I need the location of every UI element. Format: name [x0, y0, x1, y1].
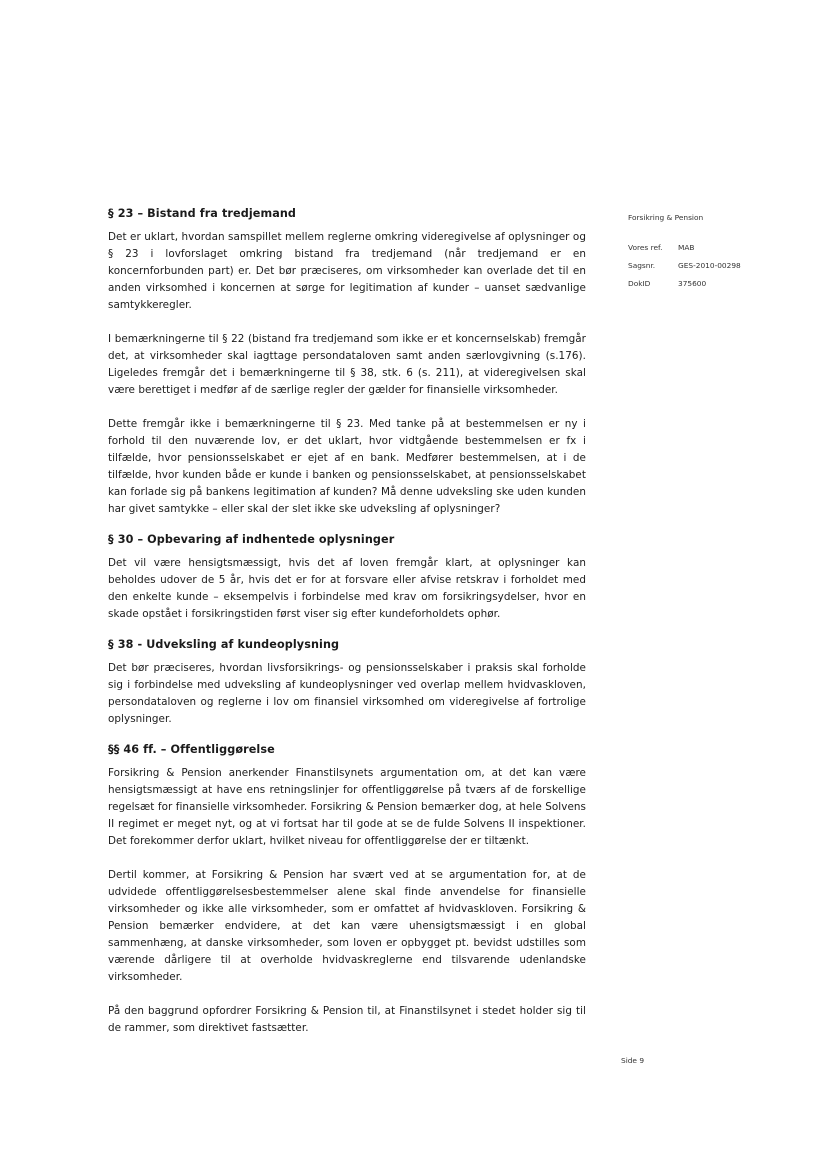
doc-id-row: [628, 278, 798, 290]
section-38-paragraph-1: Det bør præciseres, hvordan livsforsikrings- og pensionsselskaber i praksis skal forholde sig i forbindelse med udveksling af kundeoplysninger ved overlap mellem hvidvaskloven, persondataloven og reglerne i lov om finansiel virksomhed om videregivelse af fortrolige oplysninger.: [108, 662, 586, 725]
page-number: Side 9: [621, 1056, 645, 1065]
section-30-paragraph-1: Det vil være hensigtsmæssigt, hvis det af loven fremgår klart, at oplysninger kan beholdes udover de 5 år, hvis det er for at forsvare eller afvise retskrav i forholdet med den enkelte kunde – eksempelvis i forbindelse med krav om forsikringsydelser, hvor en skade opstået i forsikringstiden først viser sig efter kundeforholdets ophør.: [108, 557, 586, 620]
section-heading-38: § 38 - Udveksling af kundeoplysning: [108, 638, 340, 651]
reference-row: [628, 242, 798, 254]
sidebar-reference-block: [628, 212, 798, 296]
section-23-paragraph-3: Dette fremgår ikke i bemærkningerne til § 23. Med tanke på at bestemmelsen er ny i forhold til den nuværende lov, er det uklart, hvor vidtgående bestemmelsen er fx i tilfælde, hvor pensionsselskabet er ejet af en bank. Medfører bestemmelsen, at i de tilfælde, hvor kunden både er kunde i banken og pensionsselskabet, at pensionsselskabet kan forlade sig på bankens legitimation af kunden? Må denne udveksling ske uden kunden har givet samtykke – eller skal der slet ikke ske udveksling af oplysninger?: [108, 418, 586, 515]
section-46-paragraph-1: Forsikring & Pension anerkender Finanstilsynets argumentation om, at det kan være hensigtsmæssigt at have ens retningslinjer for offentliggørelse på tværs af de forskellige regelsæt for finansielle virksomheder. Forsikring & Pension bemærker dog, at hele Solvens II regimet er meget nyt, og at vi fortsat har til gode at se de fulde Solvens II inspektioner. Det forekommer derfor uklart, hvilket niveau for offentliggørelse der er tiltænkt.: [108, 767, 586, 847]
sender-organization: Forsikring & Pension: [628, 213, 704, 222]
doc-id-label: DokID: [628, 279, 651, 288]
section-46-paragraph-3: På den baggrund opfordrer Forsikring & Pension til, at Finanstilsynet i stedet holder sig til de rammer, som direktivet fastsætter.: [108, 1005, 586, 1034]
case-number-value: GES-2010-00298: [678, 261, 741, 270]
case-number-label: Sagsnr.: [628, 261, 656, 270]
section-heading-23: § 23 – Bistand fra tredjemand: [108, 207, 297, 220]
case-number-row: [628, 260, 798, 272]
doc-id-value: 375600: [678, 279, 707, 288]
section-heading-46: §§ 46 ff. – Offentliggørelse: [108, 743, 275, 756]
reference-value: MAB: [678, 243, 695, 252]
section-heading-30: § 30 – Opbevaring af indhentede oplysninger: [108, 533, 395, 546]
section-23-paragraph-2: I bemærkningerne til § 22 (bistand fra tredjemand som ikke er et koncernselskab) fremgår det, at virksomheder skal iagttage persondataloven samt anden særlovgivning (s.176). Ligeledes fremgår det i bemærkningerne til § 38, stk. 6 (s. 211), at videregivelsen skal være berettiget i medfør af de særlige regler der gælder for finansielle virksomheder.: [108, 333, 586, 396]
section-46-paragraph-2: Dertil kommer, at Forsikring & Pension har svært ved at se argumentation for, at de udvidede offentliggørelsesbestemmelser alene skal finde anvendelse for finansielle virksomheder og ikke alle virksomheder, som er omfattet af hvidvaskloven. Forsikring & Pension bemærker endvidere, at det kan være uhensigtsmæssigt i en global sammenhæng, at danske virksomheder, som loven er opbygget pt. bevidst udstilles som værende dårligere til at overholde hvidvaskreglerne end tilsvarende udenlandske virksomheder.: [108, 869, 586, 983]
section-23-paragraph-1: Det er uklart, hvordan samspillet mellem reglerne omkring videregivelse af oplysninger og § 23 i lovforslaget omkring bistand fra tredjemand (når tredjemand er en koncernforbunden part) er. Det bør præciseres, om virksomheder kan overlade det til en anden virksomhed i koncernen at sørge for legitimation af kunder – uanset sædvanlige samtykkeregler.: [108, 231, 586, 311]
reference-label: Vores ref.: [628, 243, 663, 252]
main-text-column: [108, 206, 586, 1037]
